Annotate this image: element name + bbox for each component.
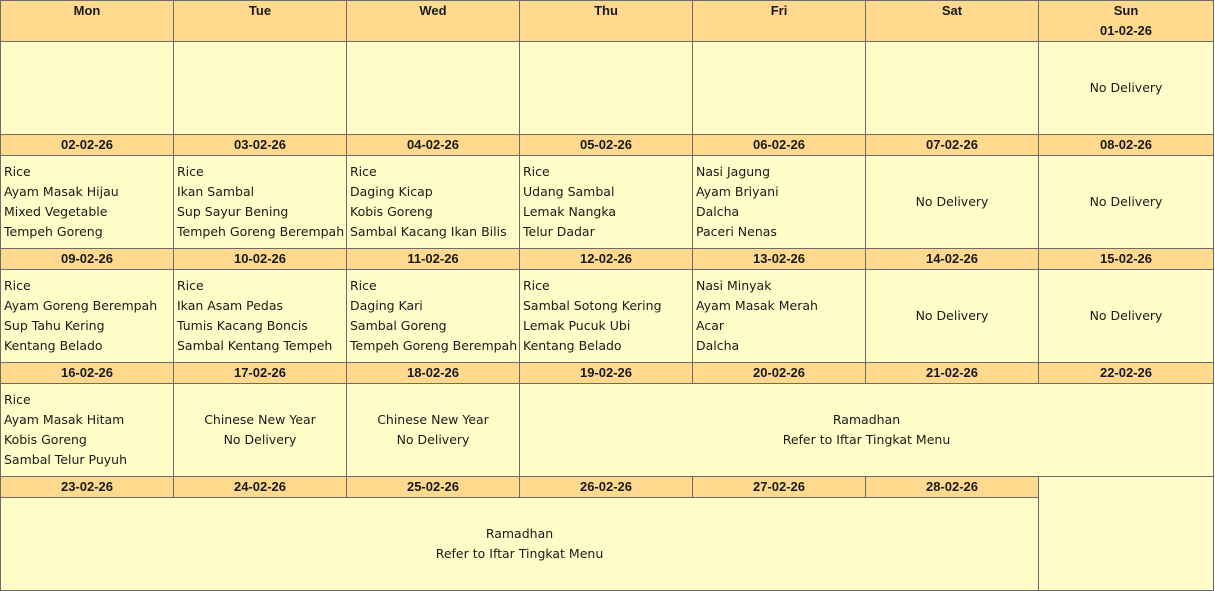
menu-item: Daging Kari	[350, 298, 423, 313]
menu-item: Rice	[4, 278, 31, 293]
date-cell: 06-02-26	[693, 135, 866, 156]
holiday-name: Chinese New Year	[377, 412, 489, 427]
day-header-sat: Sat	[866, 1, 1039, 42]
date-cell: 10-02-26	[174, 249, 347, 270]
ramadhan-instruction: Refer to Iftar Tingkat Menu	[782, 432, 951, 447]
menu-item: Dalcha	[696, 338, 740, 353]
no-delivery-note: No Delivery	[1039, 156, 1214, 249]
date-cell: 13-02-26	[693, 249, 866, 270]
day-header-tue: Tue	[174, 1, 347, 42]
menu-item: Tempeh Goreng Berempah	[177, 224, 345, 239]
no-delivery-text: No Delivery	[223, 432, 297, 447]
holiday-name: Chinese New Year	[204, 412, 316, 427]
menu-item: Paceri Nenas	[696, 224, 777, 239]
date-cell: 15-02-26	[1039, 249, 1214, 270]
ramadhan-instruction: Refer to Iftar Tingkat Menu	[435, 546, 604, 561]
menu-item: Rice	[350, 278, 377, 293]
date-cell: 08-02-26	[1039, 135, 1214, 156]
menu-item: Kobis Goreng	[4, 432, 87, 447]
date-cell: 03-02-26	[174, 135, 347, 156]
menu-item: Nasi Jagung	[696, 164, 771, 179]
menu-item: Sambal Goreng	[350, 318, 447, 333]
menu-item: Sambal Sotong Kering	[523, 298, 662, 313]
menu-item: Rice	[177, 278, 204, 293]
day-header-wed: Wed	[347, 1, 520, 42]
ramadhan-title: Ramadhan	[832, 412, 901, 427]
empty-cell	[347, 42, 520, 135]
menu-item: Sambal Kacang Ikan Bilis	[350, 224, 507, 239]
menu-item: Dalcha	[696, 204, 740, 219]
date-cell: 18-02-26	[347, 363, 520, 384]
holiday-note	[347, 384, 520, 477]
menu-item: Kentang Belado	[4, 338, 103, 353]
menu-item: Ayam Masak Hitam	[4, 412, 125, 427]
day-header-thu: Thu	[520, 1, 693, 42]
menu-item: Lemak Pucuk Ubi	[523, 318, 631, 333]
menu-item: Udang Sambal	[523, 184, 615, 199]
menu-cell	[347, 156, 520, 249]
holiday-note	[174, 384, 347, 477]
date-cell: 26-02-26	[520, 477, 693, 498]
date-cell: 09-02-26	[1, 249, 174, 270]
menu-cell	[693, 156, 866, 249]
date-cell: 14-02-26	[866, 249, 1039, 270]
menu-item: Sup Sayur Bening	[177, 204, 289, 219]
menu-item: Ikan Asam Pedas	[177, 298, 284, 313]
date-cell: 16-02-26	[1, 363, 174, 384]
menu-item: Rice	[177, 164, 204, 179]
no-delivery-note: No Delivery	[866, 156, 1039, 249]
menu-item: Ayam Masak Merah	[696, 298, 818, 313]
menu-item: Ikan Sambal	[177, 184, 255, 199]
date-cell: 25-02-26	[347, 477, 520, 498]
menu-item: Rice	[350, 164, 377, 179]
ramadhan-title: Ramadhan	[485, 526, 554, 541]
date-cell: 02-02-26	[1, 135, 174, 156]
menu-item: Rice	[523, 278, 550, 293]
date-cell: 19-02-26	[520, 363, 693, 384]
menu-item: Rice	[4, 164, 31, 179]
date-cell: 23-02-26	[1, 477, 174, 498]
menu-cell	[1, 384, 174, 477]
menu-cell	[1, 156, 174, 249]
menu-item: Tumis Kacang Boncis	[177, 318, 308, 333]
ramadhan-note	[520, 384, 1214, 477]
date-cell: 27-02-26	[693, 477, 866, 498]
date-cell: 17-02-26	[174, 363, 347, 384]
menu-item: Rice	[4, 392, 31, 407]
menu-item: Telur Dadar	[523, 224, 595, 239]
empty-cell	[1, 42, 174, 135]
menu-cell	[347, 270, 520, 363]
menu-item: Ayam Goreng Berempah	[4, 298, 158, 313]
menu-item: Sup Tahu Kering	[4, 318, 105, 333]
menu-item: Kobis Goreng	[350, 204, 433, 219]
menu-item: Kentang Belado	[523, 338, 622, 353]
day-header-sun: Sun 01-02-26	[1039, 1, 1214, 42]
menu-item: Rice	[523, 164, 550, 179]
date-cell: 11-02-26	[347, 249, 520, 270]
menu-cell	[1, 270, 174, 363]
no-delivery-note: No Delivery	[1039, 42, 1214, 135]
empty-cell	[866, 42, 1039, 135]
date-cell: 22-02-26	[1039, 363, 1214, 384]
date-cell: 24-02-26	[174, 477, 347, 498]
date-cell: 07-02-26	[866, 135, 1039, 156]
date-cell: 12-02-26	[520, 249, 693, 270]
menu-cell	[693, 270, 866, 363]
menu-item: Lemak Nangka	[523, 204, 617, 219]
day-header-mon: Mon	[1, 1, 174, 42]
no-delivery-note: No Delivery	[1039, 270, 1214, 363]
empty-cell	[174, 42, 347, 135]
menu-cell	[520, 270, 693, 363]
date-cell: 20-02-26	[693, 363, 866, 384]
menu-item: Sambal Telur Puyuh	[4, 452, 128, 467]
menu-item: Ayam Masak Hijau	[4, 184, 119, 199]
date-cell: 04-02-26	[347, 135, 520, 156]
no-delivery-text: No Delivery	[396, 432, 470, 447]
menu-cell	[520, 156, 693, 249]
no-delivery-note: No Delivery	[866, 270, 1039, 363]
menu-item: Tempeh Goreng Berempah	[350, 338, 518, 353]
date-cell: 28-02-26	[866, 477, 1039, 498]
menu-cell	[174, 270, 347, 363]
menu-item: Acar	[696, 318, 725, 333]
menu-item: Mixed Vegetable	[4, 204, 108, 219]
day-header-fri: Fri	[693, 1, 866, 42]
empty-cell	[1039, 477, 1214, 591]
ramadhan-note	[1, 498, 1039, 591]
empty-cell	[520, 42, 693, 135]
date-cell: 21-02-26	[866, 363, 1039, 384]
empty-cell	[693, 42, 866, 135]
menu-item: Ayam Briyani	[696, 184, 779, 199]
menu-item: Daging Kicap	[350, 184, 433, 199]
date-cell: 05-02-26	[520, 135, 693, 156]
date-01-02-26: 01-02-26	[1099, 23, 1153, 38]
menu-item: Nasi Minyak	[696, 278, 772, 293]
menu-item: Tempeh Goreng	[4, 224, 103, 239]
menu-item: Sambal Kentang Tempeh	[177, 338, 333, 353]
menu-cell	[174, 156, 347, 249]
